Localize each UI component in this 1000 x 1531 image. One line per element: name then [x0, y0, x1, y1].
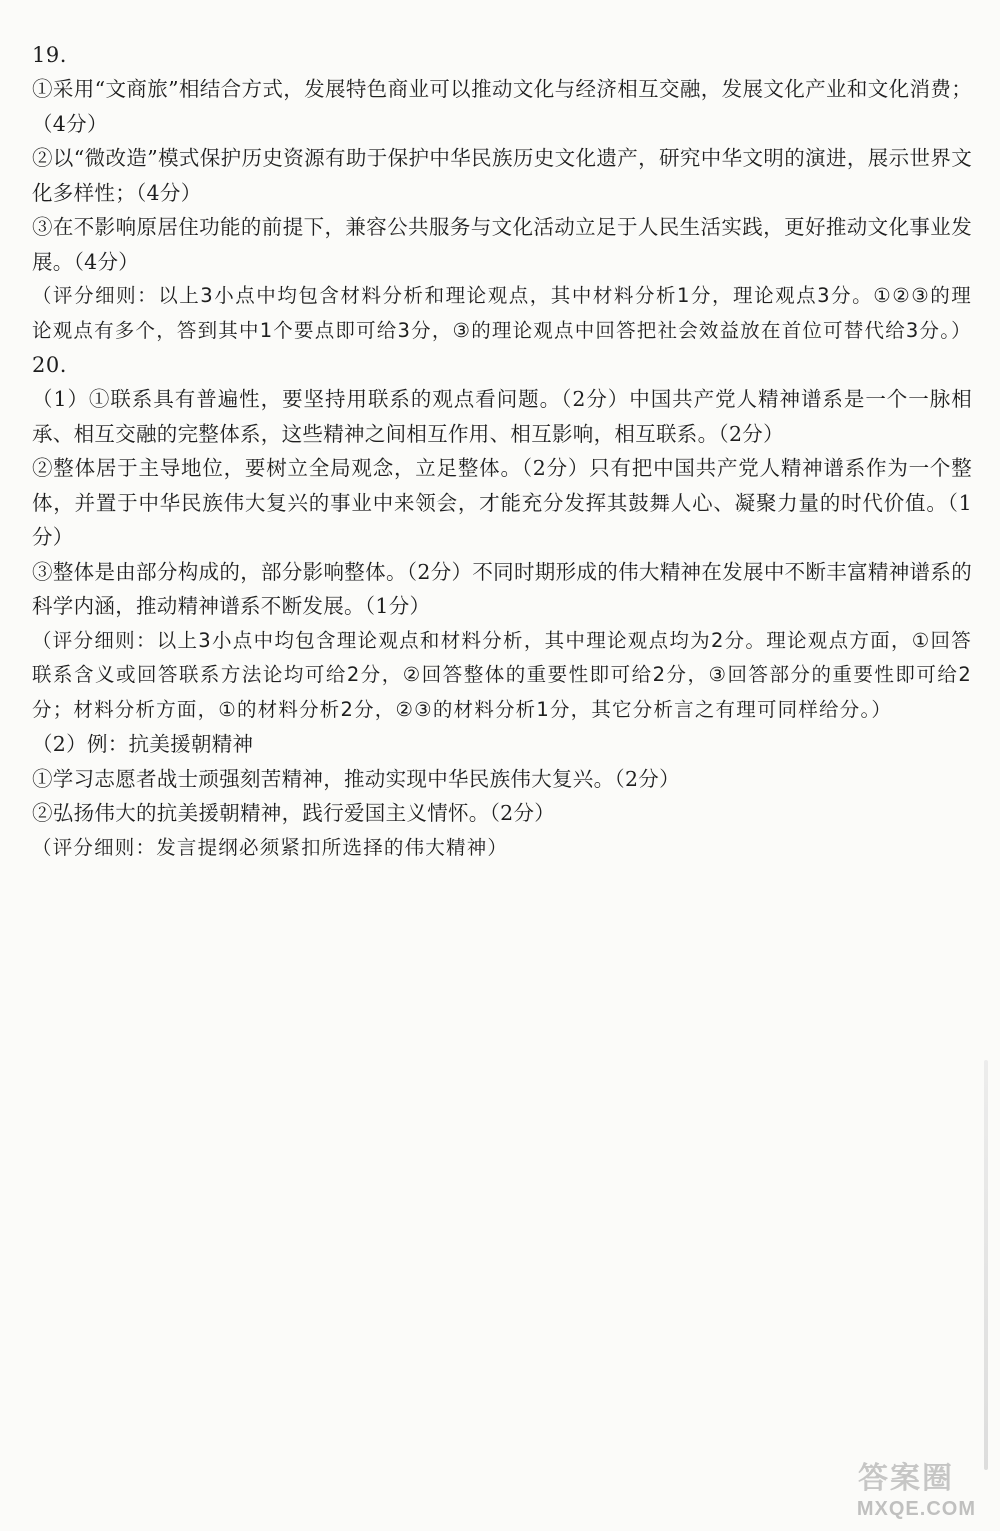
q19-point-1: ①采用“文商旅”相结合方式，发展特色商业可以推动文化与经济相互交融，发展文化产业和文化消费；（4分） — [32, 77, 972, 136]
watermark-url: MXQE.COM — [856, 1498, 976, 1520]
q20-part2-point-2: ②弘扬伟大的抗美援朝精神，践行爱国主义情怀。（2分） — [32, 801, 556, 825]
q20-scoring-note-1: （评分细则：以上3小点中均包含理论观点和材料分析，其中理论观点均为2分。理论观点方面，①回答联系含义或回答联系方法论均可给2分，②回答整体的重要性即可给2分，③回答部分的重要性即可给2分；材料分析方面，①的材料分析2分，②③的材料分析1分，其它分析言之有理可同样给分。） — [32, 628, 972, 721]
q20-scoring-note-2: （评分细则：发言提纲必须紧扣所选择的伟大精神） — [32, 835, 509, 859]
q19-point-3: ③在不影响原居住功能的前提下，兼容公共服务与文化活动立足于人民生活实践，更好推动文化事业发展。（4分） — [32, 215, 972, 274]
watermark-logo-text: 答案圈 — [858, 1461, 954, 1496]
q20-part1-point-2: ②整体居于主导地位，要树立全局观念，立足整体。（2分）只有把中国共产党人精神谱系作为一个整体，并置于中华民族伟大复兴的事业中来领会，才能充分发挥其鼓舞人心、凝聚力量的时代价值。（1分） — [32, 456, 972, 549]
q19-scoring-note: （评分细则：以上3小点中均包含材料分析和理论观点，其中材料分析1分，理论观点3分。①②③的理论观点有多个，答到其中1个要点即可给3分，③的理论观点中回答把社会效益放在首位可替代给3分。） — [32, 284, 972, 342]
q20-part2-heading: （2）例：抗美援朝精神 — [32, 732, 254, 756]
q20-part1-point-1: （1）①联系具有普遍性，要坚持用联系的观点看问题。（2分）中国共产党人精神谱系是一个一脉相承、相互交融的完整体系，这些精神之间相互作用、相互影响，相互联系。（2分） — [32, 387, 972, 446]
q20-part2-point-1: ①学习志愿者战士顽强刻苦精神，推动实现中华民族伟大复兴。（2分） — [32, 766, 680, 791]
q19-point-2: ②以“微改造”模式保护历史资源有助于保护中华民族历史文化遗产，研究中华文明的演进，展示世界文化多样性；（4分） — [32, 146, 972, 205]
question-20-number: 20. — [32, 353, 67, 377]
watermark-logo — [764, 1461, 994, 1527]
question-19-number: 19. — [32, 43, 67, 67]
q20-part1-point-3: ③整体是由部分构成的，部分影响整体。（2分）不同时期形成的伟大精神在发展中不断丰富精神谱系的科学内涵，推动精神谱系不断发展。（1分） — [32, 559, 972, 618]
scrollbar[interactable] — [984, 1060, 988, 1470]
answer-document — [32, 38, 972, 865]
